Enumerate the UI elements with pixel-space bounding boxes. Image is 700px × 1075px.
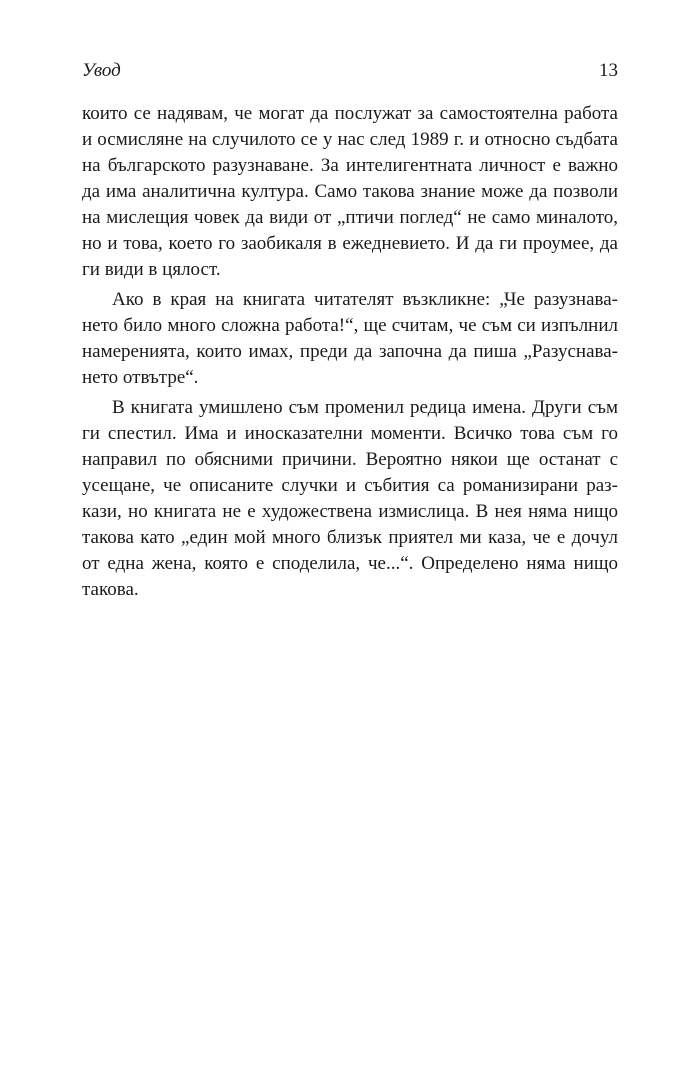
- text-line: нето отвътре“.: [82, 367, 199, 388]
- text-line: и осмисляне на случилото се у нас след 1989 г. и относно съдбата: [82, 129, 618, 150]
- text-line: направил по обясними причини. Вероятно някои ще останат с: [82, 449, 618, 470]
- paragraph: [82, 395, 618, 603]
- text-line: ги види в цялост.: [82, 259, 221, 280]
- paragraph: [82, 287, 618, 391]
- text-line: на мислещия човек да види от „птичи поглед“ не само миналото,: [82, 207, 618, 228]
- text-line: ги спестил. Има и иносказателни моменти. Всичко това съм го: [82, 423, 618, 444]
- text-line: от една жена, която е споделила, че...“. Определено няма нищо: [82, 553, 618, 574]
- text-line: усещане, че описаните случки и събития са романизирани раз-: [82, 475, 618, 496]
- text-line: В книгата умишлено съм променил редица имена. Други съм: [112, 397, 618, 418]
- text-line: намеренията, които имах, преди да започна да пиша „Разуснава-: [82, 341, 618, 362]
- text-line: които се надявам, че могат да послужат за самостоятелна работа: [82, 103, 618, 124]
- text-line: такова като „един мой много близък приятел ми каза, че е дочул: [82, 527, 618, 548]
- running-head: [82, 58, 618, 84]
- text-line: на българското разузнаване. За интелигентната личност е важно: [82, 155, 618, 176]
- body-text: [82, 101, 618, 603]
- paragraph: [82, 101, 618, 283]
- text-line: да има аналитична култура. Само такова знание може да позволи: [82, 181, 618, 202]
- running-title: Увод: [82, 60, 121, 81]
- text-line: нето било много сложна работа!“, ще считам, че съм си изпълнил: [82, 315, 618, 336]
- page-number: 13: [599, 60, 618, 81]
- text-line: кази, но книгата не е художествена измислица. В нея няма нищо: [82, 501, 618, 522]
- text-line: Ако в края на книгата читателят възкликне: „Че разузнава-: [112, 289, 618, 310]
- text-line: такова.: [82, 579, 139, 600]
- text-line: но и това, което го заобикаля в ежедневието. И да ги проумее, да: [82, 233, 618, 254]
